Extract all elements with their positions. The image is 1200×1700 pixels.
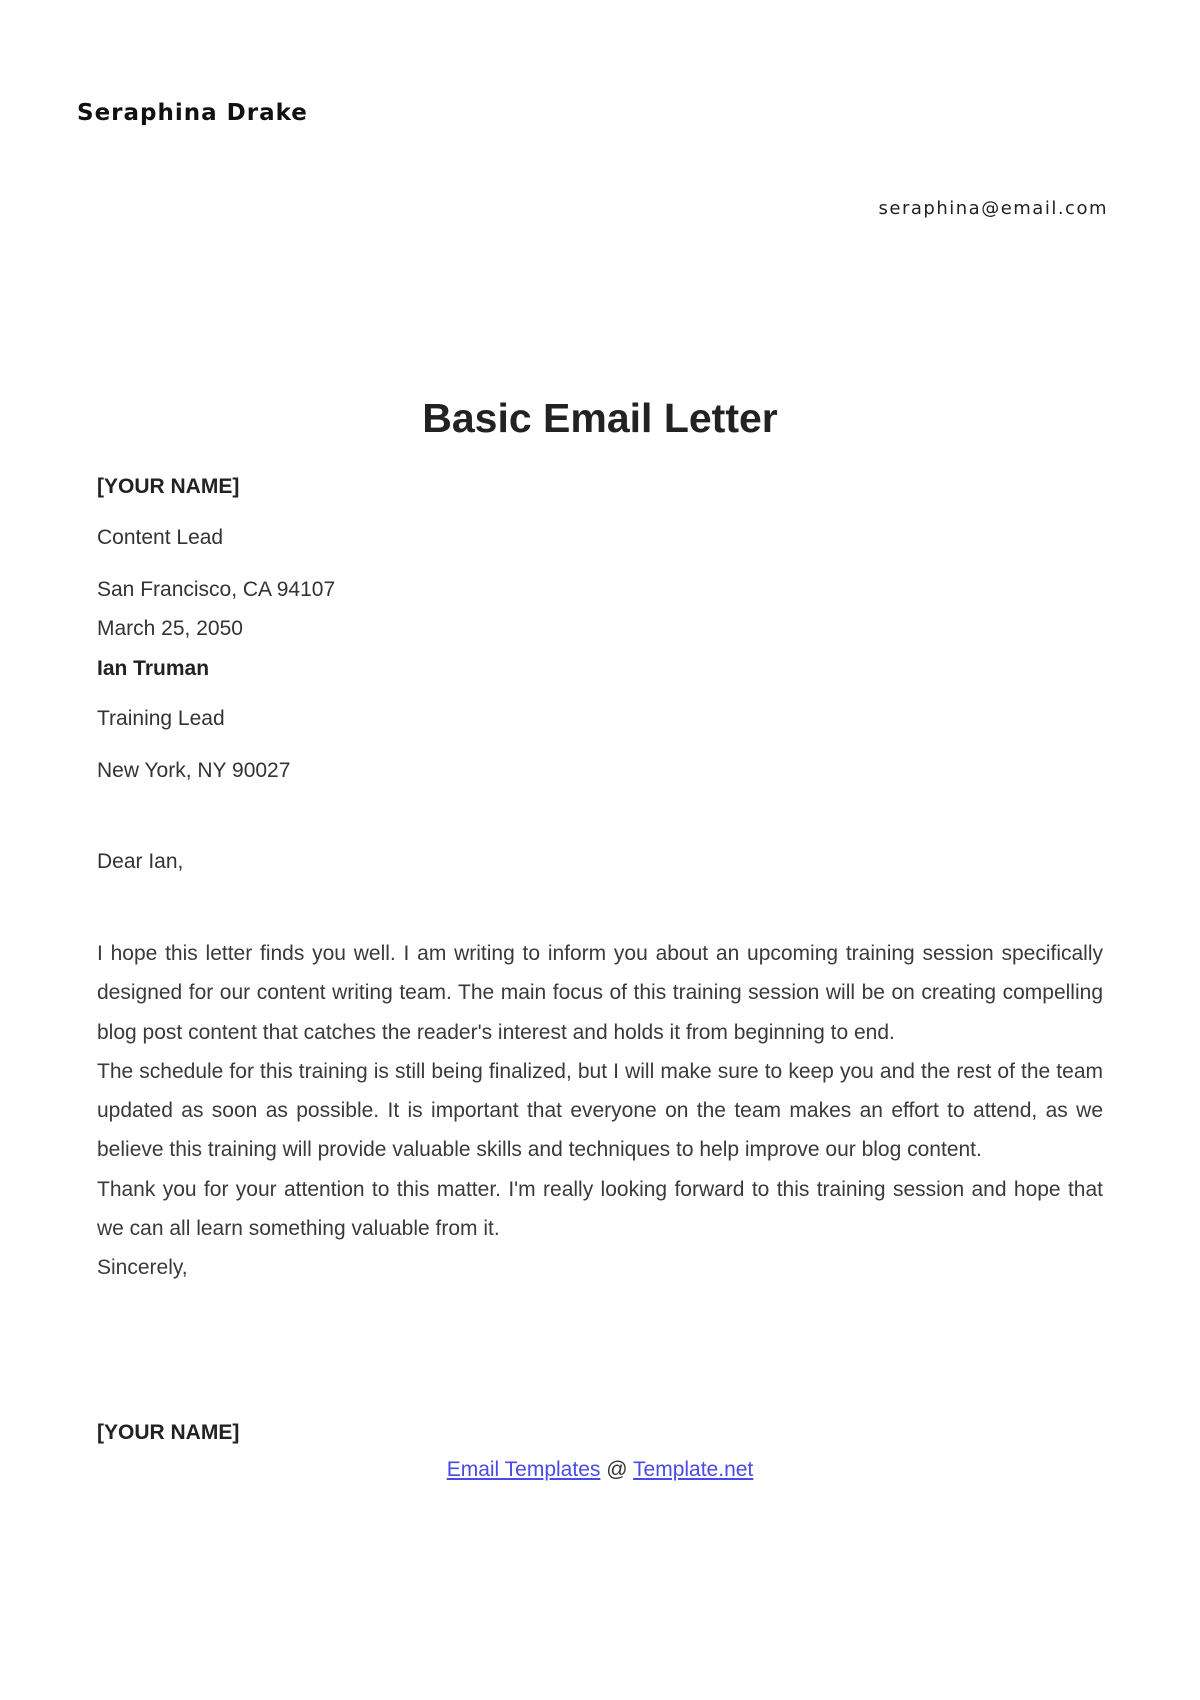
brand-name: Seraphina Drake [77,100,308,126]
salutation: Dear Ian, [97,850,184,873]
body-paragraph: I hope this letter finds you well. I am writing to inform you about an upcoming training session specifically designed for our content writing team. The main focus of this training session will be on creating compelling blog post content that catches the reader's interest and holds it from beginning to end. [97,942,1103,1044]
document-title: Basic Email Letter [422,395,778,441]
letter-date: March 25, 2050 [97,617,243,640]
recipient-role: Training Lead [97,707,225,730]
footer-separator: @ [606,1458,628,1481]
body-paragraph: The schedule for this training is still being finalized, but I will make sure to keep you and the rest of the team updated as soon as possible. It is important that everyone on the team makes an effort to attend, as we believe this training will provide valuable skills and techniques to help improve our blog content. [97,1059,1103,1162]
body-paragraph: Thank you for your attention to this matter. I'm really looking forward to this training session and hope that we can all learn something valuable from it. [97,1177,1103,1241]
sender-role: Content Lead [97,526,224,549]
template-net-link[interactable]: Template.net [633,1458,754,1481]
signature-name: [YOUR NAME] [97,1421,240,1444]
brand-email: seraphina@email.com [878,198,1108,219]
footer-credit [0,1458,1200,1482]
letter-body [97,934,1103,1288]
recipient-name: Ian Truman [97,657,210,680]
sender-name: [YOUR NAME] [97,475,240,498]
closing: Sincerely, [97,1256,188,1280]
recipient-location: New York, NY 90027 [97,759,291,782]
sender-location: San Francisco, CA 94107 [97,578,336,601]
email-templates-link[interactable]: Email Templates [446,1458,601,1481]
